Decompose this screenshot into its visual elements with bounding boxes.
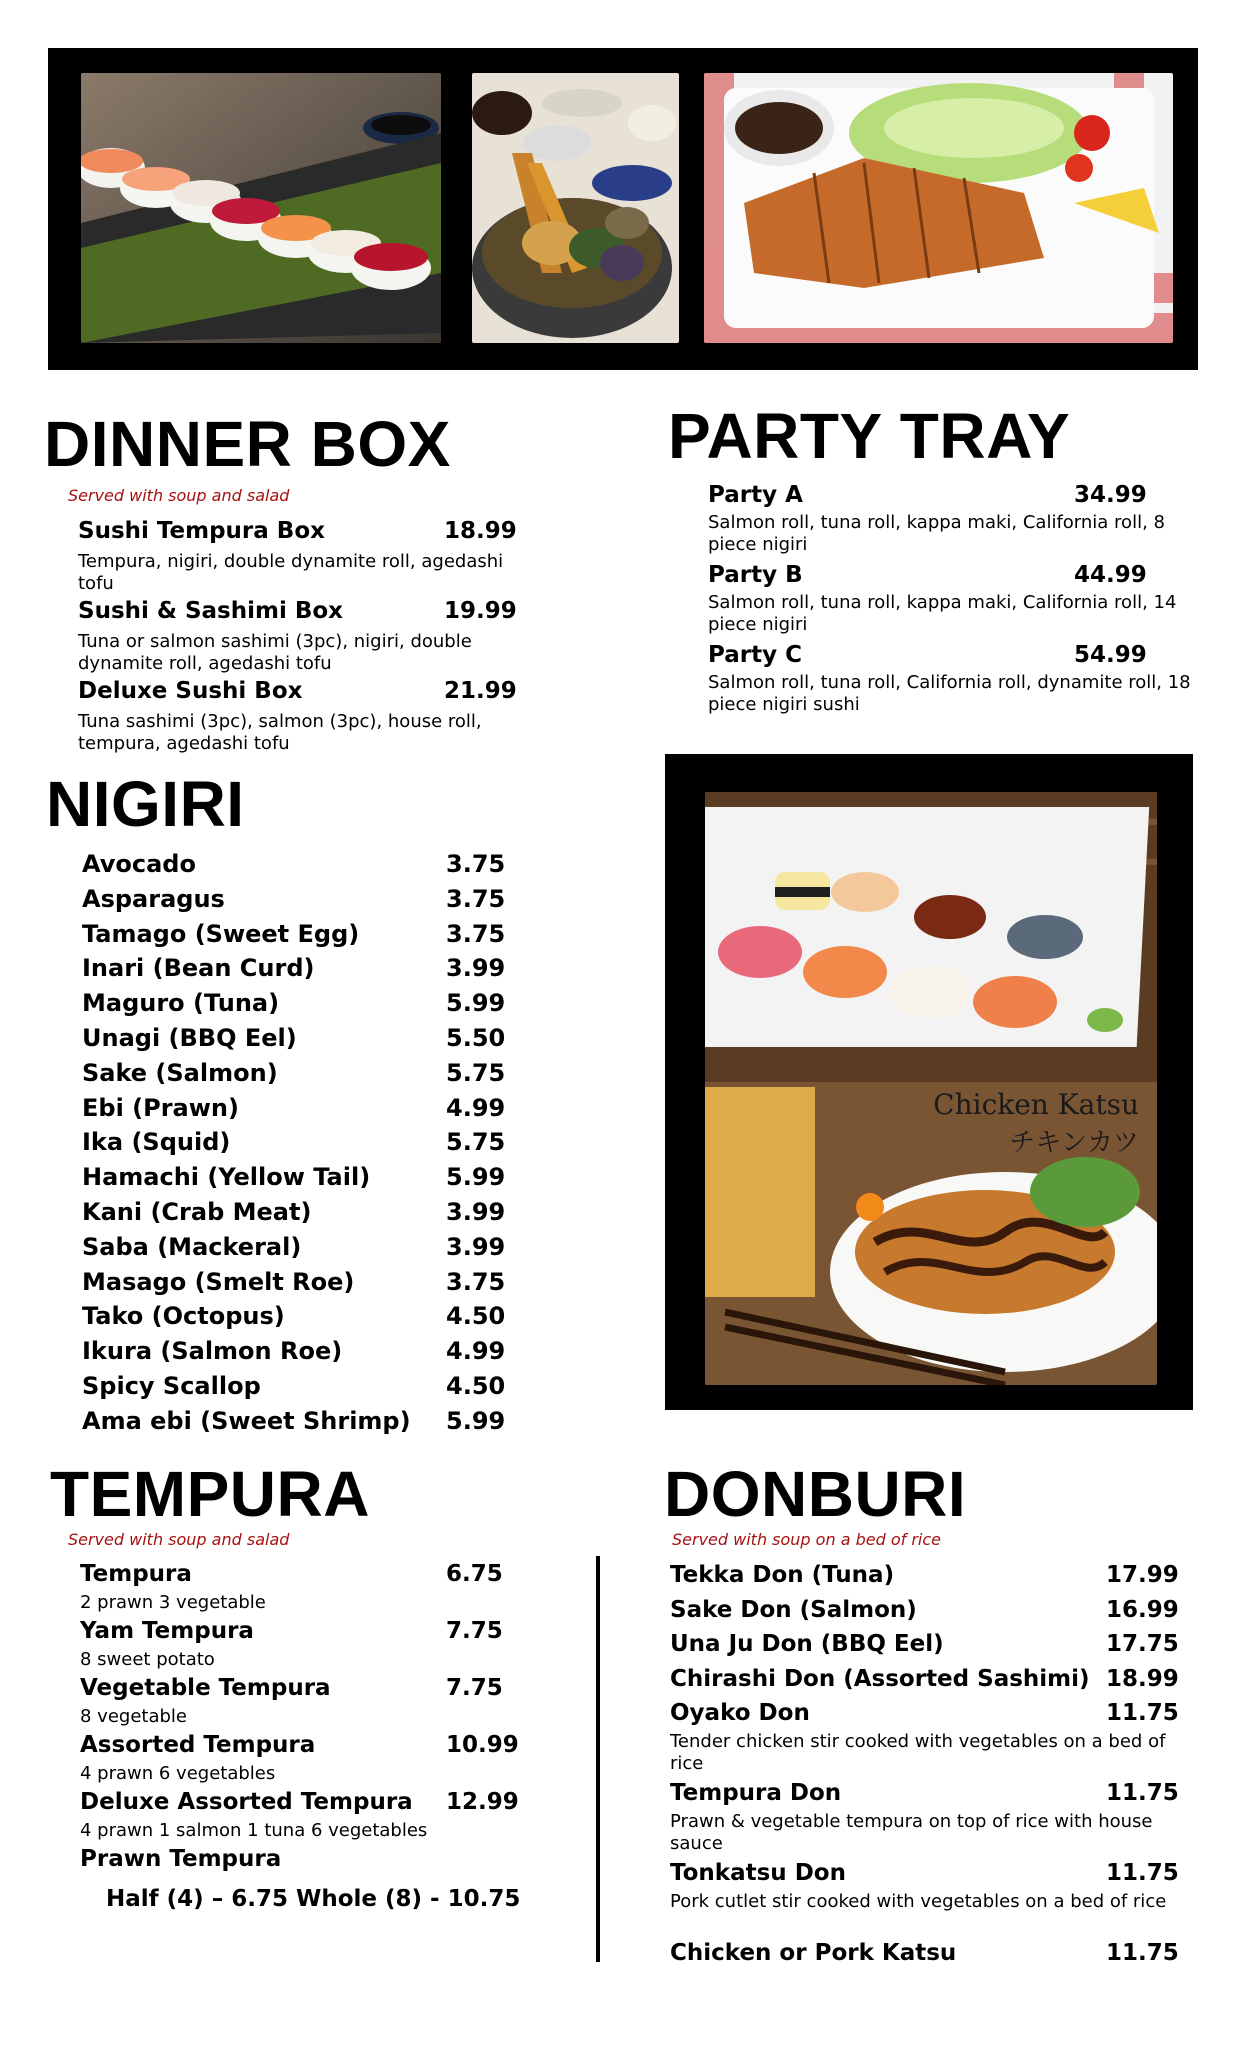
nigiri-item-price: 3.75	[446, 1267, 506, 1296]
nigiri-item-price: 3.75	[446, 850, 506, 878]
party-tray-item-desc: Salmon roll, tuna roll, kappa maki, California roll, 14 piece nigiri	[708, 592, 1177, 635]
dinner-box-item-desc: Tuna sashimi (3pc), salmon (3pc), house roll, tempura, agedashi tofu	[78, 711, 482, 754]
donburi-item-name: Chicken or Pork Katsu	[670, 1940, 957, 1966]
donburi-item-desc: Prawn & vegetable tempura on top of rice with house sauce	[670, 1811, 1153, 1854]
donburi-item-name: Tonkatsu Don	[670, 1860, 846, 1886]
tempura-item-price: 10.99	[446, 1732, 519, 1758]
nigiri-item-name: Kani (Crab Meat)	[82, 1198, 312, 1226]
dinner-box-item-price: 19.99	[444, 598, 517, 624]
nigiri-item-price: 5.50	[446, 1024, 506, 1052]
prawn-tempura-sizes: Half (4) – 6.75 Whole (8) - 10.75	[106, 1886, 521, 1912]
nigiri-item-name: Sake (Salmon)	[82, 1058, 278, 1087]
nigiri-item-name: Ikura (Salmon Roe)	[82, 1337, 343, 1366]
katsu-caption-en: Chicken Katsu	[933, 1088, 1139, 1121]
tonkatsu-plate-photo	[704, 73, 1173, 343]
dinner-box-item-name: Sushi & Sashimi Box	[78, 598, 344, 624]
dinner-box-item-price: 21.99	[444, 678, 517, 704]
donburi-item-price: 17.75	[1106, 1631, 1179, 1657]
dinner-box-item-name: Sushi Tempura Box	[78, 518, 325, 544]
tempura-item-price: 12.99	[446, 1789, 519, 1815]
nigiri-item-price: 5.75	[446, 1128, 506, 1157]
donburi-subtitle: Served with soup on a bed of rice	[672, 1530, 941, 1549]
nigiri-item-price: 3.75	[446, 884, 506, 913]
dinner-box-item-price: 18.99	[444, 518, 517, 544]
nigiri-item-name: Tamago (Sweet Egg)	[82, 919, 360, 948]
tempura-item-desc: 4 prawn 6 vegetables	[80, 1763, 276, 1784]
party-tray-item-price: 34.99	[1074, 482, 1147, 508]
donburi-item-desc: Pork cutlet stir cooked with vegetables on a bed of rice	[670, 1891, 1167, 1912]
tempura-item-desc: 4 prawn 1 salmon 1 tuna 6 vegetables	[80, 1820, 428, 1841]
tempura-subtitle: Served with soup and salad	[68, 1530, 290, 1549]
party-tray-item-name: Party C	[708, 642, 802, 668]
nigiri-item-price: 4.50	[446, 1302, 506, 1331]
party-tray-item-price: 44.99	[1074, 562, 1147, 588]
dinner-box-item-desc: Tempura, nigiri, double dynamite roll, agedashi tofu	[78, 551, 504, 594]
photo-strip	[48, 48, 1198, 370]
nigiri-item-price: 5.99	[446, 1406, 506, 1435]
tempura-item-name: Vegetable Tempura	[80, 1675, 331, 1701]
nigiri-item-name: Unagi (BBQ Eel)	[82, 1024, 297, 1052]
donburi-item-name: Una Ju Don (BBQ Eel)	[670, 1631, 944, 1657]
nigiri-item-name: Hamachi (Yellow Tail)	[82, 1163, 371, 1192]
party-tray-item-name: Party B	[708, 562, 803, 588]
nigiri-item-name: Maguro (Tuna)	[82, 989, 280, 1018]
katsu-photo-frame	[665, 754, 1193, 1410]
nigiri-item-price: 3.99	[446, 1198, 506, 1226]
dinner-box-title: DINNER BOX	[44, 408, 451, 480]
dinner-box-item-desc: Tuna or salmon sashimi (3pc), nigiri, double dynamite roll, agedashi tofu	[78, 631, 472, 674]
tempura-item-desc: 2 prawn 3 vegetable	[80, 1592, 266, 1613]
party-tray-item-price: 54.99	[1074, 642, 1147, 668]
nigiri-item-price: 4.99	[446, 1093, 506, 1122]
katsu-caption-jp: チキンカツ	[1009, 1128, 1139, 1158]
donburi-item-desc: Tender chicken stir cooked with vegetables on a bed of rice	[670, 1731, 1166, 1774]
party-tray-item-name: Party A	[708, 482, 803, 508]
prawn-tempura-name: Prawn Tempura	[80, 1846, 282, 1872]
nigiri-item-name: Spicy Scallop	[82, 1372, 261, 1400]
party-tray-item-desc: Salmon roll, tuna roll, California roll, dynamite roll, 18 piece nigiri sushi	[708, 672, 1191, 715]
donburi-item-price: 16.99	[1106, 1596, 1179, 1623]
tempura-item-desc: 8 sweet potato	[80, 1649, 215, 1670]
donburi-item-price: 11.75	[1106, 1780, 1179, 1806]
dinner-box-item-name: Deluxe Sushi Box	[78, 678, 303, 704]
donburi-item-name: Chirashi Don (Assorted Sashimi)	[670, 1665, 1090, 1692]
donburi-title: DONBURI	[664, 1458, 967, 1530]
tempura-don-photo	[472, 73, 679, 343]
donburi-item-price: 11.75	[1106, 1940, 1179, 1966]
tempura-title: TEMPURA	[50, 1458, 370, 1530]
nigiri-item-name: Tako (Octopus)	[82, 1302, 285, 1331]
nigiri-item-name: Ika (Squid)	[82, 1128, 231, 1157]
column-divider	[596, 1556, 600, 1962]
donburi-item-price: 18.99	[1106, 1665, 1179, 1692]
nigiri-item-price: 3.99	[446, 1232, 506, 1261]
sushi-katsu-photo	[705, 792, 1157, 1385]
donburi-item-price: 17.99	[1106, 1562, 1179, 1588]
party-tray-item-desc: Salmon roll, tuna roll, kappa maki, California roll, 8 piece nigiri	[708, 512, 1165, 555]
donburi-item-name: Oyako Don	[670, 1700, 810, 1726]
tempura-item-price: 7.75	[446, 1618, 503, 1644]
nigiri-title: NIGIRI	[46, 768, 245, 840]
nigiri-item-price: 5.75	[446, 1058, 506, 1087]
donburi-item-price: 11.75	[1106, 1700, 1179, 1726]
nigiri-item-name: Saba (Mackeral)	[82, 1232, 302, 1261]
donburi-item-name: Sake Don (Salmon)	[670, 1596, 917, 1623]
party-tray-title: PARTY TRAY	[668, 400, 1071, 472]
nigiri-item-price: 5.99	[446, 1163, 506, 1192]
tempura-item-name: Yam Tempura	[80, 1618, 254, 1644]
donburi-item-name: Tempura Don	[670, 1780, 842, 1806]
tempura-item-desc: 8 vegetable	[80, 1706, 187, 1727]
nigiri-item-name: Inari (Bean Curd)	[82, 954, 315, 983]
donburi-item-price: 11.75	[1106, 1860, 1179, 1886]
dinner-box-subtitle: Served with soup and salad	[68, 486, 290, 505]
nigiri-item-name: Ebi (Prawn)	[82, 1093, 239, 1122]
nigiri-platter-photo	[81, 73, 441, 343]
nigiri-item-name: Masago (Smelt Roe)	[82, 1267, 355, 1296]
nigiri-item-price: 3.75	[446, 919, 506, 948]
nigiri-item-price: 4.50	[446, 1372, 506, 1400]
tempura-item-price: 6.75	[446, 1561, 503, 1587]
nigiri-item-name: Avocado	[82, 850, 196, 878]
nigiri-item-name: Ama ebi (Sweet Shrimp)	[82, 1406, 411, 1435]
nigiri-item-name: Asparagus	[82, 884, 225, 913]
nigiri-item-price: 5.99	[446, 989, 506, 1018]
donburi-item-name: Tekka Don (Tuna)	[670, 1562, 895, 1588]
tempura-item-name: Tempura	[80, 1561, 192, 1587]
nigiri-item-price: 4.99	[446, 1337, 506, 1366]
tempura-item-name: Assorted Tempura	[80, 1732, 316, 1758]
nigiri-item-price: 3.99	[446, 954, 506, 983]
tempura-item-name: Deluxe Assorted Tempura	[80, 1789, 413, 1815]
tempura-item-price: 7.75	[446, 1675, 503, 1701]
